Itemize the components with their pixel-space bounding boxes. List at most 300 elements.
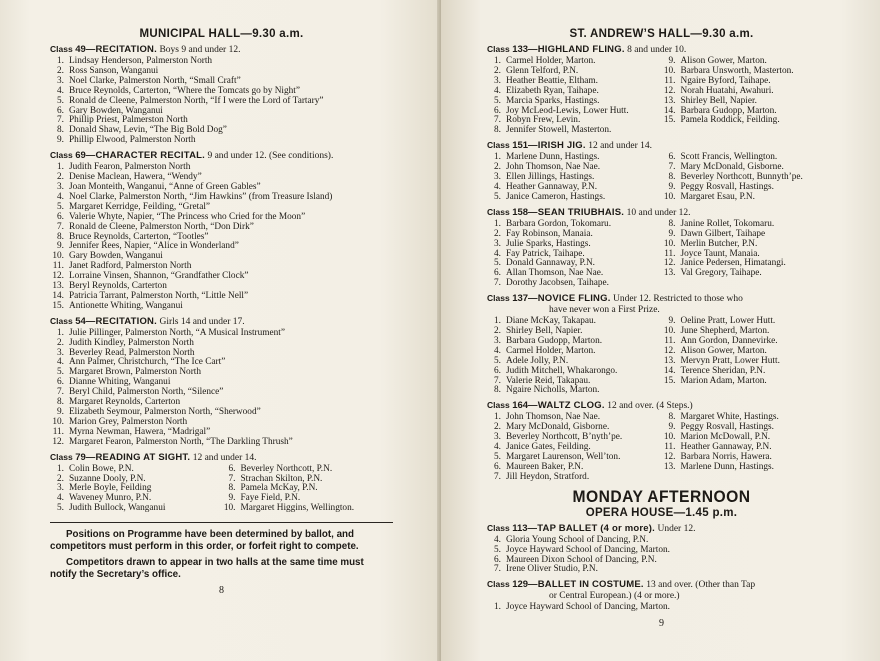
- entry-number: 2.: [494, 228, 501, 239]
- entry-name: Myrna Newman, Hawera, “Madrigal”: [69, 426, 211, 437]
- entry-item: [487, 193, 662, 203]
- entry-number: 14.: [52, 290, 64, 301]
- entry-name: Merle Boyle, Feilding: [69, 483, 152, 494]
- entry-name: Denise Maclean, Hawera, “Wendy”: [69, 172, 202, 183]
- entry-name: Marion Grey, Palmerston North: [69, 416, 188, 427]
- class-title: —RECITATION.: [85, 44, 157, 55]
- entry-name: Suzanne Dooly, P.N.: [69, 473, 146, 484]
- class-description: Under 12. Restricted to those who: [613, 294, 743, 305]
- entry-number: 12.: [663, 345, 676, 356]
- entry-number: 3.: [57, 347, 64, 358]
- entry-name: Dianne Whiting, Wanganui: [69, 377, 171, 388]
- entry-name: Alison Gower, Marton.: [680, 56, 767, 66]
- entry-item: [50, 302, 393, 312]
- entry-item: [662, 377, 837, 387]
- entry-column: [50, 465, 222, 515]
- class-number: 129: [512, 579, 529, 591]
- entry-number: 6.: [494, 105, 501, 116]
- entry-name: Maureen Baker, P.N.: [506, 461, 584, 472]
- entry-name: Ngaire Byford, Taihape.: [680, 75, 771, 86]
- entry-number: 10.: [663, 65, 676, 76]
- hall-heading: OPERA HOUSE—1.45 p.m.: [585, 506, 738, 519]
- entry-number: 3.: [494, 172, 501, 183]
- entry-name: Margaret Reynolds, Carterton: [69, 397, 181, 408]
- entry-name: Julie Pillinger, Palmerston North, “A Musical Instrument”: [69, 327, 286, 338]
- entry-number: 4.: [494, 534, 501, 545]
- entry-number: 10.: [663, 191, 676, 202]
- entry-number: 7.: [494, 471, 501, 482]
- class-heading: [487, 523, 836, 535]
- entry-name: Fay Robinson, Manaia.: [506, 228, 593, 239]
- entry-item: [487, 386, 662, 396]
- entry-name: Joan Monteith, Wanganui, “Anne of Green Gables”: [69, 181, 261, 192]
- entry-name: Bruce Reynolds, Carterton, “Tootles”: [69, 231, 209, 242]
- class-number: 49: [75, 44, 86, 55]
- entry-number: 9.: [668, 422, 676, 433]
- entry-item: [50, 223, 393, 233]
- class-title: —BALLET IN COSTUME.: [528, 579, 644, 591]
- entry-name: Irene Oliver Studio, P.N.: [506, 564, 598, 575]
- entry-name: Joy McLeod-Lewis, Lower Hutt.: [506, 105, 629, 116]
- class-number: 151: [512, 140, 529, 152]
- entry-name: Janice Gates, Feilding.: [506, 442, 591, 453]
- entry-number: 8.: [494, 385, 501, 396]
- entry-name: Norah Huatahi, Awahuri.: [680, 85, 774, 96]
- entry-number: 14.: [663, 105, 676, 116]
- entry-name: Strachan Skilton, P.N.: [240, 473, 323, 484]
- entry-name: Ross Sanson, Wanganui: [69, 65, 159, 76]
- entry-name: Beryl Reynolds, Carterton: [69, 281, 167, 292]
- entry-name: Janice Cameron, Hastings.: [506, 191, 606, 202]
- entry-name: Elizabeth Seymour, Palmerston North, “Sherwood”: [69, 407, 261, 417]
- entry-name: Lindsay Henderson, Palmerston North: [69, 56, 213, 66]
- right-class-list: [487, 44, 836, 483]
- entry-name: Beverley Northcott, B’nyth’pe.: [506, 432, 623, 443]
- entry-number: 12.: [663, 452, 676, 462]
- entry-name: Beverley Read, Palmerston North: [69, 347, 195, 358]
- entry-name: Margaret Fearon, Palmerston North, “The Darkling Thrush”: [69, 436, 293, 447]
- entry-name: Beryl Child, Palmerston North, “Silence”: [69, 387, 224, 398]
- two-halls-notice: Competitors drawn to appear in two halls at the same time must notify the Secretary’s office.: [50, 557, 364, 581]
- entry-number: 2.: [494, 326, 501, 337]
- entry-name: Mary McDonald, Gisborne.: [680, 162, 784, 173]
- class-heading: [50, 316, 393, 328]
- entry-name: Lorraine Vinsen, Shannon, “Grandfather Clock”: [69, 271, 249, 282]
- entry-item: [487, 565, 836, 575]
- entry-name: Judith Fearon, Palmerston North: [69, 162, 191, 173]
- entry-item: [662, 269, 837, 279]
- entry-item: [487, 473, 662, 483]
- class-label: Class: [50, 44, 73, 54]
- entry-column: [222, 465, 394, 515]
- class-number: 164: [512, 400, 529, 412]
- entry-name: Pamela Roddick, Feilding.: [680, 115, 780, 126]
- class-label: Class: [50, 315, 73, 326]
- class-number: 54: [75, 315, 86, 327]
- class-number: 158: [512, 206, 529, 218]
- entry-item: [487, 240, 662, 250]
- entry-name: Heather Beattie, Eltham.: [506, 75, 598, 86]
- entry-item: [662, 116, 837, 126]
- entry-name: Val Gregory, Taihape.: [680, 268, 762, 279]
- reading-entries: [50, 465, 393, 515]
- entry-number: 13.: [663, 355, 676, 366]
- class-heading: [487, 579, 836, 602]
- entry-name: Margaret Higgins, Wellington.: [240, 503, 355, 514]
- entry-name: Jill Heydon, Stratford.: [506, 471, 590, 482]
- class-label: Class: [50, 150, 73, 161]
- entry-column: [487, 317, 662, 396]
- entry-number: 3.: [494, 75, 501, 86]
- entry-name: Ngaire Nicholls, Marton.: [506, 385, 600, 396]
- entry-name: Heather Gannaway, P.N.: [506, 181, 598, 192]
- entry-number: 8.: [494, 125, 501, 136]
- entry-name: John Thomson, Nae Nae.: [506, 412, 601, 423]
- entry-number: 2.: [57, 473, 64, 484]
- entry-item: [662, 463, 837, 473]
- class-description: 12 and over. (4 Steps.): [607, 401, 693, 412]
- entry-number: 3.: [494, 335, 501, 346]
- class-description: Boys 9 and under 12.: [159, 45, 241, 55]
- entry-name: Colin Bowe, P.N.: [69, 463, 134, 474]
- entry-list: [487, 603, 836, 613]
- entry-number: 11.: [664, 335, 676, 346]
- entry-item: [487, 126, 662, 136]
- entry-number: 12.: [663, 258, 676, 269]
- entry-list: [50, 329, 393, 448]
- hall-heading: MUNICIPAL HALL—9.30 a.m.: [139, 28, 304, 40]
- entry-number: 13.: [663, 95, 676, 106]
- entry-number: 8.: [668, 412, 676, 423]
- entry-name: Margaret White, Hastings.: [680, 412, 779, 423]
- entry-name: Shirley Bell, Napier.: [680, 95, 757, 106]
- entry-number: 2.: [57, 172, 64, 183]
- class-description: 12 and under 14.: [588, 141, 653, 152]
- left-class-list: [50, 44, 393, 448]
- entry-number: 10.: [663, 326, 676, 337]
- entry-column: [487, 57, 662, 136]
- class-heading: [487, 44, 836, 56]
- entry-number: 7.: [228, 473, 236, 484]
- entry-number: 1.: [494, 316, 501, 327]
- entry-number: 2.: [494, 65, 501, 76]
- entry-name: Marlene Dunn, Hastings.: [680, 461, 774, 472]
- entry-number: 3.: [57, 181, 64, 192]
- entry-item: [50, 438, 393, 448]
- entry-name: Margaret Kerridge, Feilding, “Gretal”: [69, 201, 211, 212]
- class-title: —NOVICE FLING.: [528, 293, 611, 305]
- entry-name: Ann Gordon, Dannevirke.: [680, 335, 778, 346]
- entry-columns: [487, 57, 836, 136]
- class-description: 9 and under 12. (See conditions).: [207, 151, 334, 162]
- entry-list: [487, 536, 836, 576]
- entry-number: 2.: [57, 337, 64, 348]
- class-heading: [487, 140, 836, 152]
- entry-number: 13.: [52, 281, 64, 292]
- entry-number: 15.: [52, 300, 64, 311]
- entry-number: 10.: [52, 416, 64, 427]
- entry-column: [662, 220, 837, 289]
- entry-name: Dawn Gilbert, Taihape: [680, 228, 766, 239]
- entry-number: 10.: [663, 432, 676, 443]
- entry-name: Pamela McKay, P.N.: [240, 483, 318, 494]
- entry-name: Janine Rollet, Tokomaru.: [680, 218, 775, 229]
- entry-number: 9.: [57, 135, 64, 146]
- entry-name: Valerie Whyte, Napier, “The Princess who Cried for the Moon”: [69, 211, 306, 222]
- entry-name: Jennifer Stowell, Masterton.: [506, 125, 612, 136]
- entry-name: Judith Mitchell, Whakarongo.: [506, 365, 618, 376]
- class-number: 137: [512, 293, 529, 305]
- entry-name: Julie Sparks, Hastings.: [506, 238, 591, 249]
- entry-number: 1.: [57, 463, 64, 474]
- entry-item: [50, 136, 393, 146]
- entry-number: 6.: [494, 461, 501, 472]
- entry-name: Waveney Munro, P.N.: [69, 493, 152, 504]
- entry-item: [222, 504, 394, 514]
- class-label: Class: [487, 579, 510, 590]
- entry-column: [662, 153, 837, 203]
- entry-number: 9.: [228, 493, 236, 504]
- class-heading: [50, 452, 393, 464]
- entry-number: 6.: [228, 463, 236, 474]
- entry-name: Noel Clarke, Palmerston North, “Small Craft”: [69, 75, 241, 86]
- entry-number: 4.: [494, 345, 501, 356]
- page-number: 8: [219, 585, 224, 597]
- entry-number: 6.: [494, 268, 501, 279]
- entry-column: [662, 57, 837, 136]
- entry-number: 11.: [664, 248, 676, 259]
- class-heading: [487, 207, 836, 219]
- class-heading: [487, 293, 836, 316]
- class-description: Under 12.: [657, 523, 696, 534]
- entry-name: John Thomson, Nae Nae.: [506, 162, 601, 173]
- entry-number: 9.: [668, 56, 676, 66]
- entry-number: 5.: [494, 258, 501, 269]
- entry-number: 10.: [223, 503, 236, 514]
- entry-name: Noel Clarke, Palmerston North, “Jim Hawkins” (from Treasure Island): [69, 191, 333, 202]
- entry-number: 8.: [668, 218, 676, 229]
- entry-number: 7.: [57, 387, 64, 398]
- entry-columns: [487, 220, 836, 289]
- entry-number: 6.: [668, 152, 676, 163]
- entry-name: Elizabeth Ryan, Taihape.: [506, 85, 599, 96]
- entry-number: 4.: [494, 85, 501, 96]
- entry-name: Donald Shaw, Levin, “The Big Bold Dog”: [69, 125, 227, 136]
- entry-number: 3.: [494, 238, 501, 249]
- entry-name: Scott Francis, Wellington.: [680, 152, 778, 163]
- entry-number: 7.: [494, 564, 501, 575]
- class-description: Girls 14 and under 17.: [159, 316, 245, 327]
- entry-name: Allan Thomson, Nae Nae.: [506, 268, 604, 279]
- entry-name: Ellen Jillings, Hastings.: [506, 172, 595, 183]
- entry-name: Judith Bullock, Wanganui: [69, 503, 166, 514]
- class-description: 12 and under 14.: [192, 452, 257, 463]
- entry-name: Faye Field, P.N.: [240, 493, 301, 504]
- entry-number: 1.: [57, 162, 64, 173]
- entry-number: 3.: [57, 75, 64, 86]
- class-title: —SEAN TRIUBHAIS.: [528, 206, 625, 218]
- entry-number: 5.: [494, 355, 501, 366]
- entry-number: 12.: [663, 85, 676, 96]
- entry-name: Dorothy Jacobsen, Taihape.: [506, 278, 609, 289]
- entry-number: 2.: [57, 65, 64, 76]
- entry-number: 6.: [57, 377, 64, 388]
- entry-item: [662, 240, 837, 250]
- class-title: —RECITATION.: [85, 315, 157, 327]
- entry-number: 2.: [494, 422, 501, 433]
- entry-columns: [487, 413, 836, 482]
- entry-number: 3.: [57, 483, 64, 494]
- entry-name: Barbara Gudopp, Marton.: [680, 105, 777, 116]
- entry-number: 4.: [494, 248, 501, 259]
- entry-number: 7.: [668, 162, 676, 173]
- entry-number: 9.: [57, 407, 64, 417]
- entry-number: 11.: [664, 442, 676, 453]
- entry-name: Ann Palmer, Christchurch, “The Ice Cart”: [69, 357, 226, 368]
- class-label: Class: [487, 522, 510, 533]
- class-label: Class: [487, 293, 510, 304]
- entry-name: Carmel Holder, Marton.: [506, 345, 596, 356]
- entry-number: 4.: [494, 442, 501, 453]
- entry-name: Janice Pedersen, Himatangi.: [680, 258, 786, 269]
- entry-name: Margaret Brown, Palmerston North: [69, 367, 202, 378]
- entry-number: 8.: [57, 231, 64, 242]
- entry-number: 8.: [57, 397, 64, 408]
- class-heading: [50, 150, 393, 162]
- entry-item: [487, 279, 662, 289]
- entry-name: Margaret Laurenson, Well’ton.: [506, 452, 621, 462]
- entry-number: 8.: [57, 125, 64, 136]
- entry-name: Joyce Hayward School of Dancing, Marton.: [506, 544, 670, 555]
- ballot-notice: Positions on Programme have been determined by ballot, and competitors must perform in this order, or forfeit right to compete.: [50, 529, 359, 553]
- entry-number: 3.: [494, 432, 501, 443]
- entry-number: 1.: [57, 327, 64, 338]
- entry-number: 1.: [494, 602, 501, 613]
- class-label: Class: [487, 140, 510, 151]
- entry-number: 5.: [57, 201, 64, 212]
- entry-number: 8.: [668, 172, 676, 183]
- entry-name: Marcia Sparks, Hastings.: [506, 95, 600, 106]
- entry-name: Mary McDonald, Gisborne.: [506, 422, 610, 433]
- entry-name: Ronald de Cleene, Palmerston North, “Don Dirk”: [69, 221, 254, 232]
- entry-number: 1.: [494, 56, 501, 66]
- entry-number: 10.: [52, 251, 64, 262]
- entry-name: Robyn Frew, Levin.: [506, 115, 581, 126]
- class-title: —CHARACTER RECITAL.: [85, 150, 205, 162]
- entry-name: Phillip Priest, Palmerston North: [69, 115, 188, 126]
- entry-number: 13.: [663, 461, 676, 472]
- entry-number: 1.: [494, 152, 501, 163]
- entry-name: Diane McKay, Takapau.: [506, 316, 596, 327]
- entry-columns: [487, 317, 836, 396]
- entry-name: Joyce Hayward School of Dancing, Marton.: [506, 602, 670, 613]
- entry-name: Jennifer Rees, Napier, “Alice in Wonderland”: [69, 241, 239, 252]
- entry-number: 5.: [57, 503, 64, 514]
- entry-number: 7.: [57, 221, 64, 232]
- entry-column: [487, 153, 662, 203]
- entry-number: 8.: [228, 483, 236, 494]
- entry-number: 5.: [57, 95, 64, 106]
- session-heading: MONDAY AFTERNOON: [572, 486, 751, 506]
- entry-name: Peggy Rosvall, Hastings.: [680, 181, 774, 192]
- entry-name: Marion Adam, Marton.: [680, 375, 767, 386]
- entry-number: 13.: [663, 268, 676, 279]
- class-label: Class: [487, 44, 510, 54]
- entry-number: 5.: [494, 95, 501, 106]
- entry-name: June Shepherd, Marton.: [680, 326, 770, 337]
- class-number: 79: [75, 451, 86, 463]
- entry-item: [487, 603, 836, 613]
- entry-number: 5.: [57, 367, 64, 378]
- entry-number: 5.: [494, 544, 501, 555]
- entry-name: Heather Gannaway, P.N.: [680, 442, 772, 453]
- class-description: 10 and under 12.: [626, 207, 691, 218]
- right-page: [441, 0, 880, 661]
- entry-number: 11.: [52, 426, 64, 437]
- class-title: —WALTZ CLOG.: [528, 400, 605, 412]
- entry-number: 14.: [663, 365, 676, 376]
- entry-name: Marion McDowall, P.N.: [680, 432, 771, 443]
- entry-name: Gary Bowden, Wanganui: [69, 251, 163, 262]
- entry-column: [662, 413, 837, 482]
- entry-name: Judith Kindley, Palmerston North: [69, 337, 194, 348]
- entry-column: [487, 413, 662, 482]
- entry-number: 6.: [57, 105, 64, 116]
- entry-column: [662, 317, 837, 396]
- class-label: Class: [50, 451, 73, 462]
- entry-number: 7.: [494, 115, 501, 126]
- class-description-cont: or Central European.) (4 or more.): [549, 591, 680, 602]
- entry-name: Gloria Young School of Dancing, P.N.: [506, 534, 649, 545]
- entry-name: Marlene Dunn, Hastings.: [506, 152, 600, 163]
- class-title: —IRISH JIG.: [528, 140, 586, 152]
- entry-name: Patricia Tarrant, Palmerston North, “Little Nell”: [69, 290, 249, 301]
- entry-name: Beverley Northcott, P.N.: [240, 463, 333, 474]
- class-number: 113: [512, 522, 528, 534]
- entry-name: Shirley Bell, Napier.: [506, 326, 583, 337]
- entry-number: 10.: [663, 238, 676, 249]
- entry-columns: [487, 153, 836, 203]
- entry-name: Janet Radford, Palmerston North: [69, 261, 192, 272]
- entry-name: Fay Patrick, Taihape.: [506, 248, 585, 259]
- entry-name: Barbara Unsworth, Masterton.: [680, 65, 794, 76]
- entry-number: 9.: [668, 228, 676, 239]
- entry-number: 4.: [57, 191, 64, 202]
- entry-number: 15.: [663, 375, 676, 386]
- class-heading: [487, 400, 836, 412]
- entry-list: [50, 163, 393, 312]
- class-title: —READING AT SIGHT.: [85, 451, 191, 463]
- entry-number: 5.: [494, 452, 501, 462]
- entry-number: 11.: [664, 75, 676, 86]
- entry-name: Joyce Taunt, Manaia.: [680, 248, 760, 259]
- entry-name: Alison Gower, Marton.: [680, 345, 767, 356]
- entry-number: 4.: [57, 85, 64, 96]
- entry-number: 7.: [494, 375, 501, 386]
- entry-number: 6.: [494, 365, 501, 376]
- entry-name: Barbara Gudopp, Marton.: [506, 335, 603, 346]
- entry-number: 2.: [494, 162, 501, 173]
- class-label: Class: [487, 206, 510, 217]
- entry-name: Donald Gannaway, P.N.: [506, 258, 595, 269]
- entry-name: Barbara Norris, Hawera.: [680, 452, 772, 462]
- entry-number: 1.: [57, 56, 64, 66]
- entry-name: Adele Jolly, P.N.: [506, 355, 569, 366]
- entry-name: Carmel Holder, Marton.: [506, 56, 596, 66]
- entry-item: [50, 504, 222, 514]
- entry-number: 9.: [668, 316, 676, 327]
- entry-name: Merlin Butcher, P.N.: [680, 238, 758, 249]
